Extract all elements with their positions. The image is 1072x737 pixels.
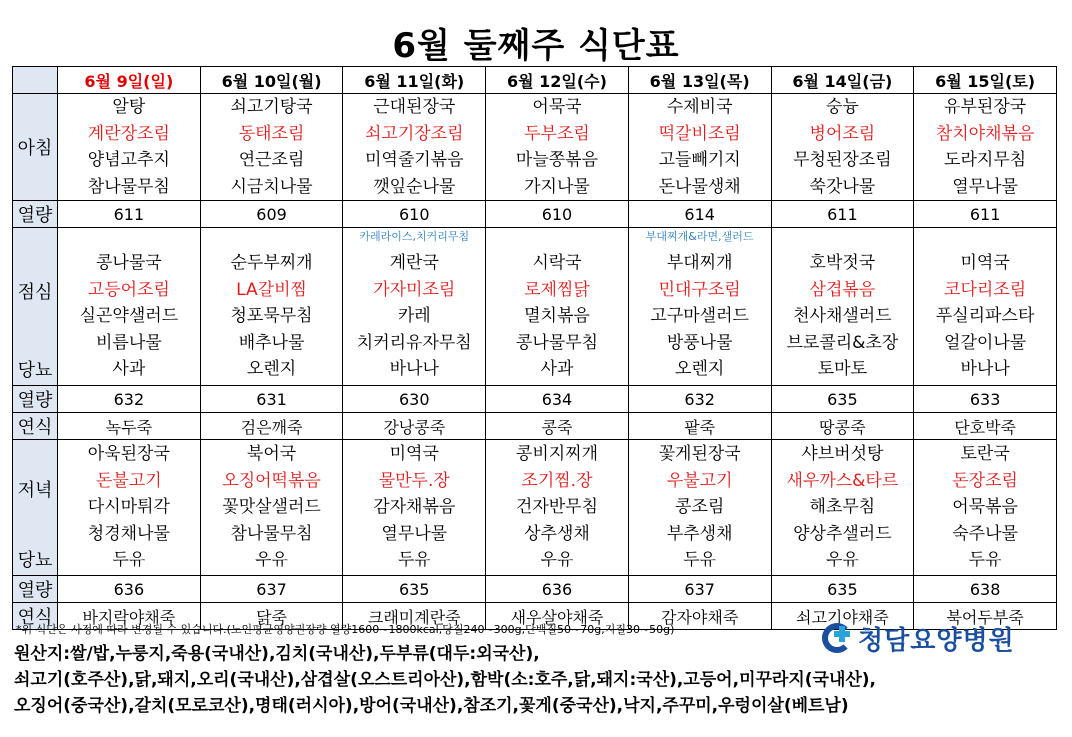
dinner-cell	[628, 440, 771, 576]
day-header: 6월 14일(금)	[771, 67, 914, 94]
menu-item: 두유	[968, 550, 1002, 571]
menu-item: 부대찌개	[666, 253, 733, 273]
kcal-value: 635	[343, 576, 486, 603]
snack-value: 녹두죽	[58, 413, 201, 440]
menu-item: 알탕	[112, 97, 146, 117]
lunch-label	[13, 228, 58, 386]
origin-line: 쇠고기(호주산),닭,돼지,오리(국내산),삼겹살(오스트리아산),함박(소:호주,닭,돼지:국산),고등어,미꾸라지(국내산),	[14, 670, 877, 690]
snack-value: 크래미계란죽	[343, 603, 486, 630]
menu-item: 계란장조림	[87, 123, 170, 144]
menu-item: 쑥갓나물	[809, 176, 876, 197]
menu-item: 꽃맛살샐러드	[222, 497, 321, 518]
menu-item: 청포묵무침	[230, 306, 313, 326]
breakfast-cell	[200, 94, 343, 201]
menu-item: 돈장조림	[952, 470, 1018, 491]
lunch-cell	[58, 228, 201, 386]
snack-value: 새우살야채죽	[486, 603, 629, 630]
menu-item: 참나물무침	[230, 523, 313, 544]
kcal-value: 636	[486, 576, 629, 603]
snack-value: 검은깨죽	[200, 413, 343, 440]
menu-item: 토란국	[960, 444, 1010, 465]
menu-item: 상추생채	[524, 523, 590, 544]
nutrition-footnote: *위 식단은 사정에 따라 변경될 수 있습니다.(노인평균영양권장량 열량1600~1800kcal,당질240~300g,단백질50~70g,지질30~50g)	[16, 623, 675, 636]
kcal-value: 610	[486, 201, 629, 228]
menu-item: 호박젓국	[809, 253, 876, 273]
snack-value: 바지락야채죽	[58, 603, 201, 630]
menu-item: 토마토	[817, 359, 867, 379]
kcal-value: 614	[628, 201, 771, 228]
menu-item: 얼갈이나물	[944, 332, 1027, 353]
day-header: 6월 9일(일)	[58, 67, 201, 94]
menu-item: 부추생채	[666, 523, 733, 544]
menu-item: 오렌지	[675, 359, 725, 379]
menu-item: 두부조림	[524, 123, 590, 144]
kcal-label: 열량	[13, 386, 58, 413]
lunch-note: 부대찌개&라면,샐러드	[645, 230, 754, 243]
menu-item: 콩비지찌개	[515, 444, 599, 465]
menu-item: 미역줄기볶음	[364, 150, 464, 170]
menu-item: 새우까스&타르	[786, 470, 899, 491]
menu-item: 샤브버섯탕	[801, 444, 884, 465]
menu-item: 미역국	[389, 444, 439, 465]
menu-item: 치커리유자무침	[356, 332, 472, 353]
snack-label: 연식	[13, 603, 58, 630]
menu-item: 멸치볶음	[524, 306, 590, 326]
menu-item: 건자반무침	[515, 497, 599, 518]
menu-item: 바나나	[960, 359, 1010, 379]
dinner-cell	[914, 440, 1057, 576]
menu-item: 쇠고기장조림	[364, 123, 464, 144]
dinner-cell	[771, 440, 914, 576]
origin-line: 원산지:쌀/밥,누룽지,죽용(국내산),김치(국내산),두부류(대두:외국산),	[14, 644, 540, 664]
kcal-value: 611	[58, 201, 201, 228]
kcal-label: 열량	[13, 201, 58, 228]
snack-value: 쇠고기야채죽	[771, 603, 914, 630]
menu-item: 열무나물	[952, 176, 1018, 197]
menu-item: 수제비국	[666, 97, 733, 117]
menu-item: 미역국	[960, 253, 1010, 273]
menu-item: 배추나물	[238, 332, 305, 353]
menu-item: 계란국	[389, 253, 439, 273]
kcal-value: 637	[200, 576, 343, 603]
menu-item: 우유	[825, 550, 859, 571]
lunch-cell	[628, 228, 771, 386]
menu-item: 시락국	[532, 253, 582, 273]
dinner-kcal-row	[13, 576, 1057, 603]
menu-item: 유부된장국	[944, 97, 1027, 117]
menu-item: 방풍나물	[666, 332, 733, 353]
menu-item: 바나나	[389, 359, 439, 379]
menu-item: 우유	[540, 550, 574, 571]
kcal-value: 634	[486, 386, 629, 413]
lunch-cell	[771, 228, 914, 386]
menu-item: 비름나물	[96, 332, 162, 353]
breakfast-cell	[58, 94, 201, 201]
menu-item: 떡갈비조림	[658, 123, 741, 144]
menu-item: 깻잎순나물	[373, 176, 456, 197]
menu-item: 숙주나물	[952, 523, 1018, 544]
menu-item: 사과	[112, 359, 146, 379]
menu-item: 동태조림	[238, 123, 305, 144]
kcal-value: 631	[200, 386, 343, 413]
menu-item: 양념고추지	[87, 150, 170, 170]
diabetic-label: 당뇨	[17, 550, 53, 571]
day-header-row	[13, 67, 1057, 94]
menu-item: 어묵국	[532, 97, 582, 117]
menu-item: 두유	[397, 550, 431, 571]
menu-item: 다시마튀각	[87, 497, 170, 518]
menu-item: 코다리조림	[944, 279, 1027, 300]
menu-item: 고구마샐러드	[650, 306, 749, 326]
dinner-cell	[200, 440, 343, 576]
lunch-kcal-row	[13, 386, 1057, 413]
menu-item: 가자미조림	[373, 279, 456, 300]
menu-item: 오렌지	[246, 359, 297, 379]
menu-item: 고들빼기지	[658, 150, 741, 170]
menu-item: 가지나물	[524, 176, 590, 197]
menu-item: 돈나물생채	[658, 176, 741, 197]
dinner-label	[13, 440, 58, 576]
lunch-note	[914, 230, 1056, 244]
dinner-cell	[486, 440, 629, 576]
dinner-row	[13, 440, 1057, 576]
breakfast-cell	[914, 94, 1057, 201]
menu-item: 로제찜닭	[524, 279, 590, 300]
day-header: 6월 11일(화)	[343, 67, 486, 94]
dinner-cell	[343, 440, 486, 576]
menu-item: 어묵볶음	[952, 497, 1018, 518]
hospital-name: 청담요양병원	[858, 625, 1015, 656]
lunch-note	[201, 230, 343, 244]
menu-item: 두유	[683, 550, 717, 571]
menu-item: LA갈비찜	[236, 279, 307, 300]
day-header: 6월 15일(토)	[914, 67, 1057, 94]
snack-value: 단호박죽	[914, 413, 1057, 440]
lunch-row	[13, 228, 1057, 386]
snack-value: 감자야채죽	[628, 603, 771, 630]
menu-item: 감자채볶음	[373, 497, 456, 518]
kcal-value: 610	[343, 201, 486, 228]
kcal-value: 632	[628, 386, 771, 413]
menu-item: 마늘쫑볶음	[515, 150, 599, 170]
menu-item: 숭늉	[825, 97, 859, 117]
lunch-cell	[343, 228, 486, 386]
menu-item: 청경채나물	[87, 523, 170, 544]
breakfast-row	[13, 94, 1057, 201]
menu-item: 삼겹볶음	[809, 279, 876, 300]
menu-item: 해초무침	[809, 497, 876, 518]
menu-item: 조기찜.장	[521, 470, 593, 491]
dinner-cell	[58, 440, 201, 576]
menu-item: 콩나물국	[96, 253, 162, 273]
menu-item: 북어국	[246, 444, 297, 465]
page-title: 6월 둘째주 식단표	[392, 26, 680, 66]
snack-value: 닭죽	[200, 603, 343, 630]
menu-item: 우유	[255, 550, 288, 571]
lunch-note	[58, 230, 200, 244]
menu-item: 쇠고기탕국	[230, 97, 313, 117]
snack-value: 땅콩죽	[771, 413, 914, 440]
menu-item: 양상추샐러드	[793, 523, 892, 544]
lunch-note	[772, 230, 914, 244]
breakfast-cell	[771, 94, 914, 201]
menu-item: 참나물무침	[87, 176, 170, 197]
menu-item: 우불고기	[666, 470, 733, 491]
kcal-value: 609	[200, 201, 343, 228]
menu-item: 민대구조림	[658, 279, 741, 300]
menu-item: 열무나물	[381, 523, 448, 544]
day-header: 6월 12일(수)	[486, 67, 629, 94]
menu-item: 실곤약샐러드	[79, 306, 179, 326]
kcal-value: 636	[58, 576, 201, 603]
kcal-value: 633	[914, 386, 1057, 413]
kcal-value: 611	[771, 201, 914, 228]
kcal-value: 635	[771, 386, 914, 413]
menu-table	[12, 66, 1057, 630]
menu-item: 무청된장조림	[793, 150, 892, 170]
breakfast-label: 아침	[13, 94, 58, 201]
snack-value: 북어두부죽	[914, 603, 1057, 630]
origin-info	[14, 641, 876, 719]
kcal-label: 열량	[13, 576, 58, 603]
lunch-cell	[486, 228, 629, 386]
kcal-value: 635	[771, 576, 914, 603]
menu-item: 참치야채볶음	[935, 123, 1035, 144]
menu-item: 사과	[540, 359, 574, 379]
kcal-value: 638	[914, 576, 1057, 603]
menu-item: 브로콜리&초장	[786, 332, 899, 353]
lunch-note	[486, 230, 628, 244]
kcal-value: 630	[343, 386, 486, 413]
menu-item: 천사채샐러드	[793, 306, 892, 326]
snack-value: 팥죽	[628, 413, 771, 440]
menu-item: 오징어떡볶음	[222, 470, 321, 491]
kcal-value: 637	[628, 576, 771, 603]
dinner-label-text: 저녁	[17, 480, 53, 501]
breakfast-kcal-row	[13, 201, 1057, 228]
breakfast-cell	[628, 94, 771, 201]
day-header: 6월 10일(월)	[200, 67, 343, 94]
menu-item: 꽃게된장국	[658, 444, 741, 465]
menu-item: 근대된장국	[373, 97, 456, 117]
menu-item: 아욱된장국	[87, 444, 170, 465]
menu-item: 도라지무침	[944, 150, 1027, 170]
snack-value: 콩죽	[486, 413, 629, 440]
menu-item: 콩조림	[675, 497, 725, 518]
menu-item: 시금치나물	[230, 176, 313, 197]
menu-item: 카레	[397, 306, 431, 326]
menu-item: 연근조림	[238, 150, 305, 170]
corner-cell	[13, 67, 58, 94]
menu-item: 고등어조림	[87, 279, 170, 300]
diabetic-label: 당뇨	[17, 360, 53, 381]
snack-label: 연식	[13, 413, 58, 440]
lunch-cell	[914, 228, 1057, 386]
breakfast-cell	[486, 94, 629, 201]
lunch-label-text: 점심	[17, 282, 53, 303]
day-header: 6월 13일(목)	[628, 67, 771, 94]
breakfast-cell	[343, 94, 486, 201]
menu-item: 순두부찌개	[230, 253, 313, 273]
menu-item: 푸실리파스타	[935, 306, 1035, 326]
menu-item: 병어조림	[809, 123, 876, 144]
menu-item: 두유	[112, 550, 146, 571]
lunch-note: 카레라이스,치커리무침	[359, 230, 470, 243]
kcal-value: 611	[914, 201, 1057, 228]
kcal-value: 632	[58, 386, 201, 413]
lunch-snack-row	[13, 413, 1057, 440]
menu-item: 물만두.장	[378, 470, 450, 491]
menu-item: 돈불고기	[96, 470, 162, 491]
snack-value: 강낭콩죽	[343, 413, 486, 440]
origin-line: 오징어(중국산),갈치(모로코산),명태(러시아),방어(국내산),참조기,꽃게(중국산),낙지,주꾸미,우렁이살(베트남)	[14, 696, 849, 716]
menu-item: 콩나물무침	[515, 332, 599, 353]
lunch-cell	[200, 228, 343, 386]
